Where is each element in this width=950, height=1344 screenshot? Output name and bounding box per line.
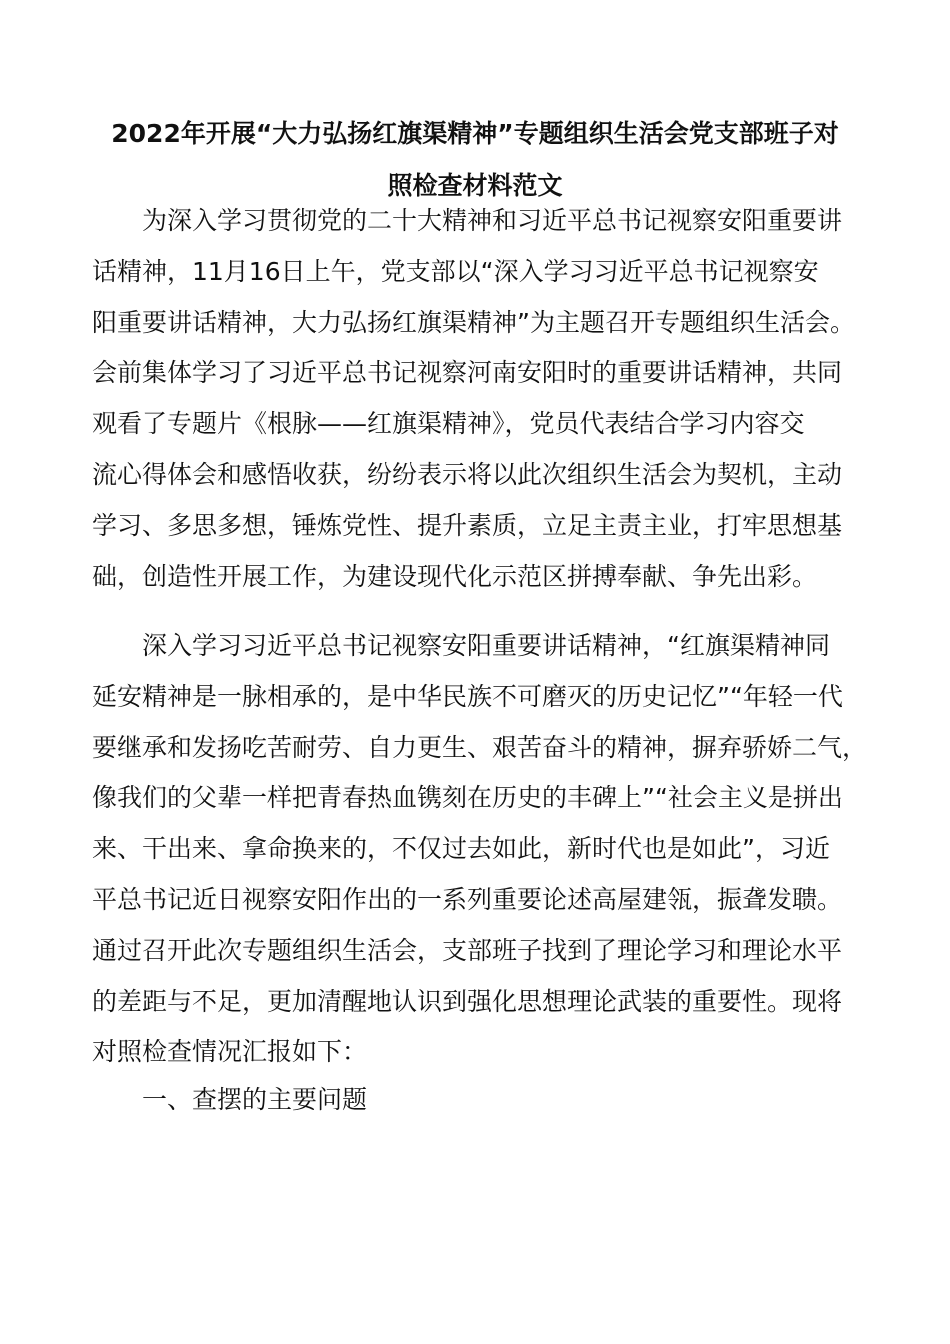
paragraph-intro [92,196,892,602]
paragraph-line: 要继承和发扬吃苦耐劳、自力更生、艰苦奋斗的精神，摒弃骄娇二气， [92,732,868,762]
paragraph-line: 延安精神是一脉相承的，是中华民族不可磨灭的历史记忆”“年轻一代 [92,681,843,711]
paragraph-line: 深入学习习近平总书记视察安阳重要讲话精神，“红旗渠精神同 [142,631,830,660]
section-heading [92,1075,892,1126]
paragraph-line: 平总书记近日视察安阳作出的一系列重要论述高屋建瓴，振聋发聩。 [92,884,843,914]
paragraph-line: 流心得体会和感悟收获，纷纷表示将以此次组织生活会为契机，主动 [92,459,843,489]
title-line: 照检查材料范文 [387,171,563,200]
paragraph-line: 通过召开此次专题组织生活会，支部班子找到了理论学习和理论水平 [92,935,843,965]
title-line: 2022年开展“大力弘扬红旗渠精神”专题组织生活会党支部班子对 [111,119,839,148]
paragraph-line: 学习、多思多想，锤炼党性、提升素质，立足主责主业，打牢思想基 [92,510,843,540]
paragraph-line: 观看了专题片《根脉——红旗渠精神》，党员代表结合学习内容交 [92,409,805,439]
paragraph-line: 础，创造性开展工作，为建设现代化示范区拼搏奉献、争先出彩。 [92,561,818,591]
paragraph-line: 对照检查情况汇报如下： [92,1037,368,1067]
paragraph-line: 的差距与不足，更加清醒地认识到强化思想理论武装的重要性。现将 [92,986,843,1016]
paragraph-line: 像我们的父辈一样把青春热血镌刻在历史的丰碑上”“社会主义是拼出 [92,783,843,813]
paragraph-line: 话精神，11月16日上午，党支部以“深入学习习近平总书记视察安 [92,256,819,286]
paragraph-line: 阳重要讲话精神，大力弘扬红旗渠精神”为主题召开专题组织生活会。 [92,307,855,337]
paragraph-line: 来、干出来、拿命换来的，不仅过去如此，新时代也是如此”，习近 [92,834,830,864]
paragraph-line: 会前集体学习了习近平总书记视察河南安阳时的重要讲话精神，共同 [92,358,843,388]
paragraph-speech-summary [92,621,892,1078]
section-heading-text: 一、查摆的主要问题 [142,1085,368,1114]
paragraph-line: 为深入学习贯彻党的二十大精神和习近平总书记视察安阳重要讲 [142,206,843,235]
